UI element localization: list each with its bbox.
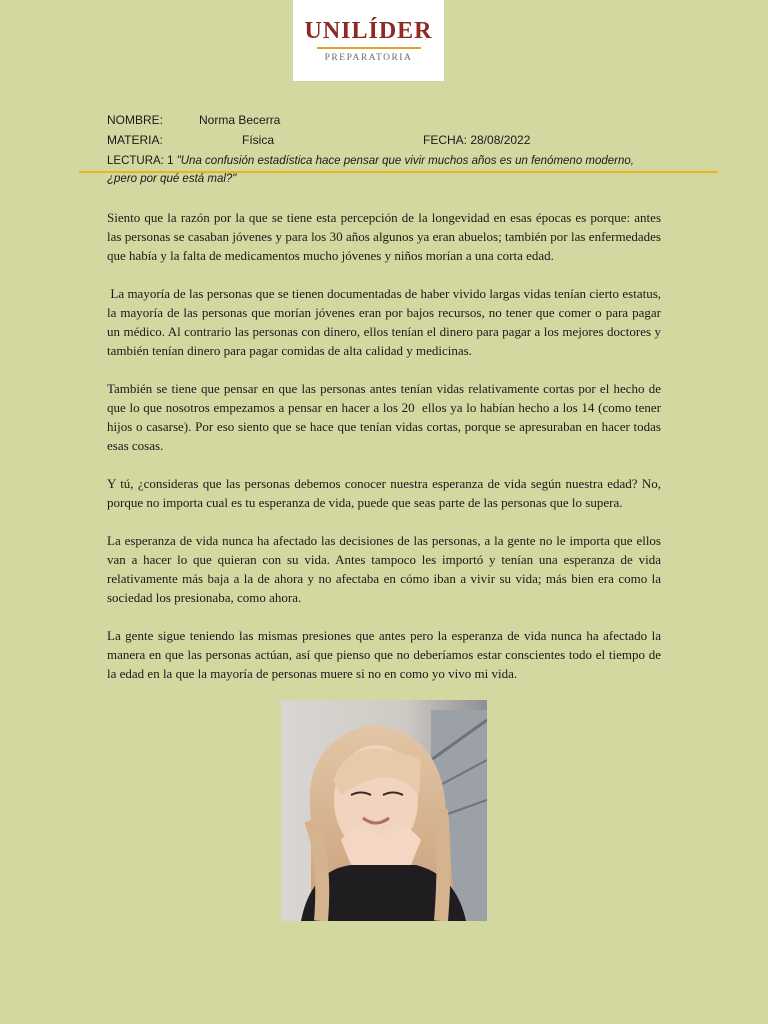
paragraph: Siento que la razón por la que se tiene esta percepción de la longevidad en esas épocas es porque: antes las personas se casaban jóvenes y para los 30 años algunos ya eran abuelos; también por las enfermedades que había y la falta de medicamentos mucho jóvenes y niños morían a una corta edad.	[107, 210, 661, 263]
nombre-value: Norma Becerra	[199, 113, 281, 127]
lectura-line	[107, 152, 667, 188]
nombre-label: NOMBRE:	[107, 113, 164, 127]
school-logo	[293, 0, 444, 81]
header-divider	[79, 171, 718, 173]
paragraph: La esperanza de vida nunca ha afectado las decisiones de las personas, a la gente no le importa que ellos van a hacer lo que quieran con su vida. Antes tampoco les importó y tenían una esperanza de vida relativamente más baja a la de ahora y no afectaba en cómo iban a vivir su vida; más bien era como la sociedad los presionaba, como ahora.	[107, 533, 661, 605]
fecha-label: FECHA: 28/08/2022	[423, 133, 531, 147]
paragraph: Y tú, ¿consideras que las personas debemos conocer nuestra esperanza de vida según nuestra edad? No, porque no importa cual es tu esperanza de vida, puede que seas parte de las personas que lo supera.	[107, 476, 661, 510]
materia-value: Física	[242, 133, 275, 147]
logo-name: UNILÍDER	[304, 17, 433, 44]
essay-body	[107, 208, 665, 702]
lectura-label: LECTURA: 1	[107, 155, 177, 167]
lectura-title: "Una confusión estadística hace pensar que vivir muchos años es un fenómeno moderno, ¿pero por qué está mal?"	[107, 155, 634, 185]
paragraph: La mayoría de las personas que se tienen documentadas de haber vivido largas vidas tenían cierto estatus, la mayoría de las personas que morían jóvenes eran por bajos recursos, no tener que comer o para pagar un médico. Al contrario las personas con dinero, ellos tenían el dinero para pagar a los mejores doctores y también tenían dinero para pagar comidas de alta calidad y medicinas.	[107, 286, 665, 358]
logo-subtitle: PREPARATORIA	[324, 52, 413, 63]
paragraph: También se tiene que pensar en que las personas antes tenían vidas relativamente cortas por el hecho de que lo que nosotros empezamos a pensar en hacer a los 20 ellos ya lo habían hecho a los 14 (como tener hijos o casarse). Por eso siento que se hace que tenían vidas cortas, porque se apresuraban en hacer todas esas cosas.	[107, 381, 665, 453]
portrait-photo	[281, 700, 487, 921]
materia-label: MATERIA:	[107, 133, 163, 147]
paragraph: La gente sigue teniendo las mismas presiones que antes pero la esperanza de vida nunca ha afectado la manera en que las personas actúan, así que pienso que no deberíamos estar conscientes todo el tiempo de la edad en la que la mayoría de personas muere si no en como yo vivo mi vida.	[107, 628, 661, 681]
logo-rule	[317, 47, 421, 49]
